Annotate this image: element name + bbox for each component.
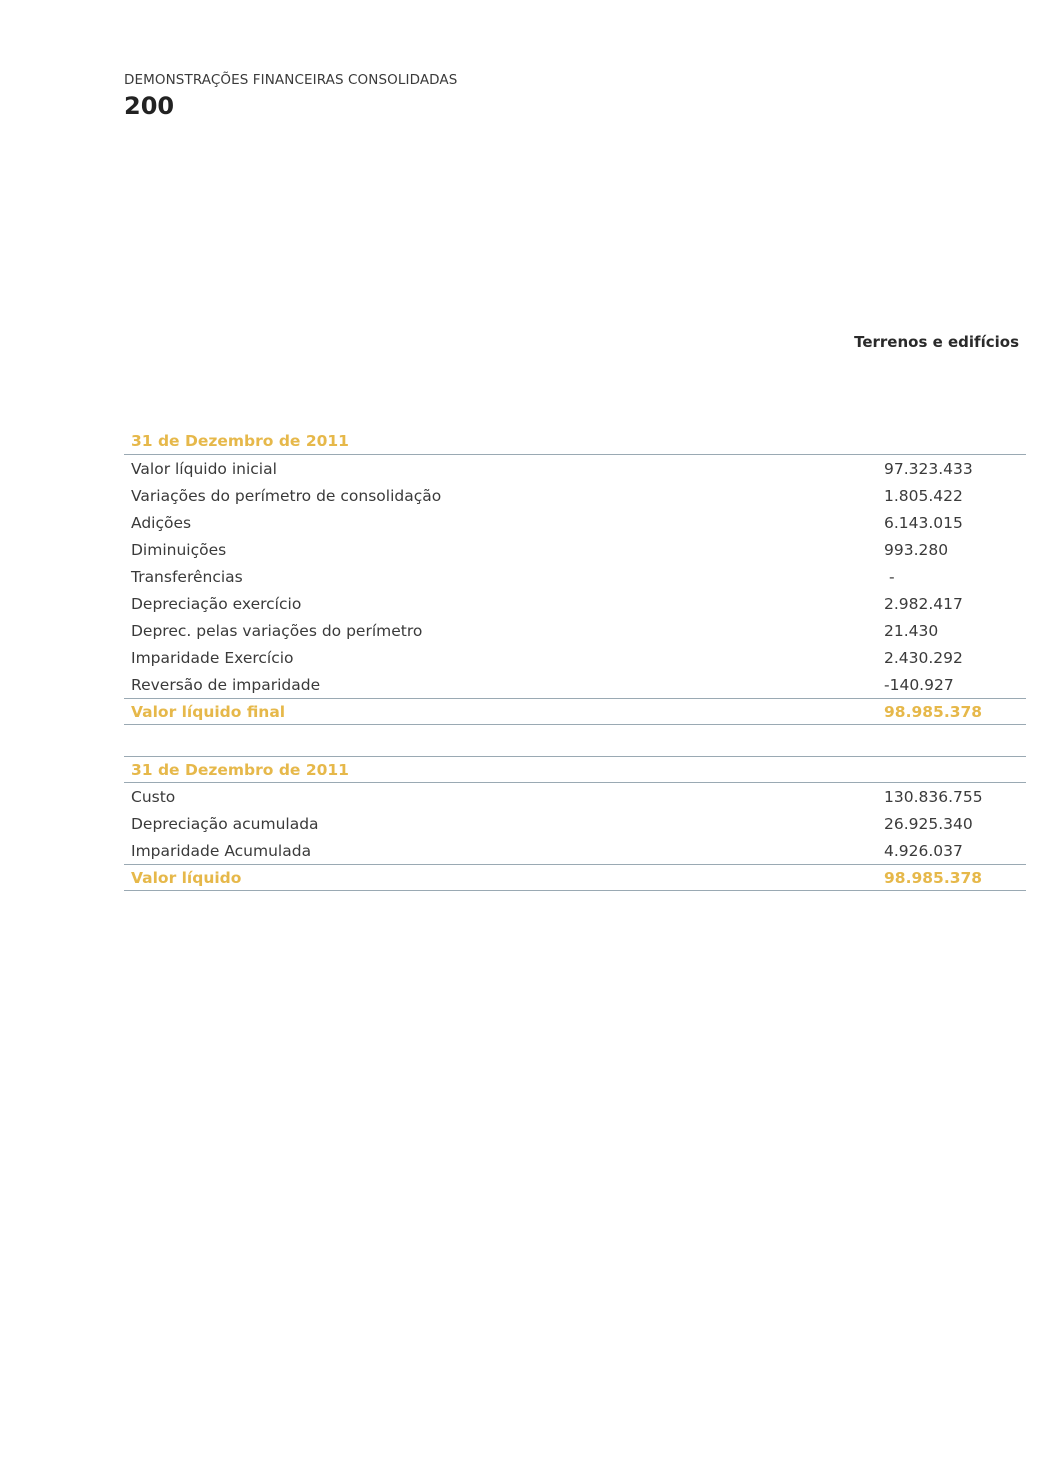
table-total-row [124, 864, 1026, 891]
section-title: DEMONSTRAÇÕES FINANCEIRAS CONSOLIDADAS [124, 72, 458, 88]
table-row [124, 671, 1026, 698]
total-value: 98.985.378 [884, 702, 983, 721]
row-value: 1.805.422 [884, 486, 963, 505]
table-row [124, 810, 1026, 837]
row-label: Adições [131, 513, 192, 532]
table-total-row [124, 698, 1026, 725]
row-value: 2.982.417 [884, 594, 963, 613]
table-row [124, 509, 1026, 536]
row-value: 97.323.433 [884, 459, 973, 478]
table-heading-row [124, 428, 1026, 455]
row-value: -140.927 [884, 675, 954, 694]
row-label: Custo [131, 787, 176, 806]
row-label: Valor líquido inicial [131, 459, 277, 478]
row-label: Imparidade Exercício [131, 648, 294, 667]
balances-table [124, 756, 1026, 891]
page-number: 200 [124, 92, 175, 120]
row-label: Imparidade Acumulada [131, 841, 312, 860]
table-row [124, 482, 1026, 509]
row-value: 26.925.340 [884, 814, 973, 833]
row-label: Deprec. pelas variações do perímetro [131, 621, 423, 640]
row-label: Transferências [131, 567, 243, 586]
table-heading: 31 de Dezembro de 2011 [131, 432, 349, 450]
row-label: Diminuições [131, 540, 227, 559]
table-row [124, 644, 1026, 671]
table-row [124, 563, 1026, 590]
table-row [124, 783, 1026, 810]
total-label: Valor líquido [131, 868, 242, 887]
document-header [124, 72, 457, 121]
row-label: Variações do perímetro de consolidação [131, 486, 442, 505]
table-row [124, 455, 1026, 482]
table-row [124, 536, 1026, 563]
row-value: - [889, 567, 895, 586]
table-row [124, 590, 1026, 617]
row-label: Reversão de imparidade [131, 675, 321, 694]
row-value: 21.430 [884, 621, 939, 640]
row-label: Depreciação acumulada [131, 814, 319, 833]
row-value: 993.280 [884, 540, 949, 559]
table-row [124, 617, 1026, 644]
row-label: Depreciação exercício [131, 594, 302, 613]
row-value: 2.430.292 [884, 648, 963, 667]
row-value: 130.836.755 [884, 787, 983, 806]
movements-table [124, 428, 1026, 725]
column-header: Terrenos e edifícios [854, 333, 1019, 351]
table-heading-row [124, 756, 1026, 783]
row-value: 6.143.015 [884, 513, 963, 532]
table-row [124, 837, 1026, 864]
total-label: Valor líquido final [131, 702, 286, 721]
total-value: 98.985.378 [884, 868, 983, 887]
row-value: 4.926.037 [884, 841, 963, 860]
table-heading: 31 de Dezembro de 2011 [131, 760, 349, 779]
